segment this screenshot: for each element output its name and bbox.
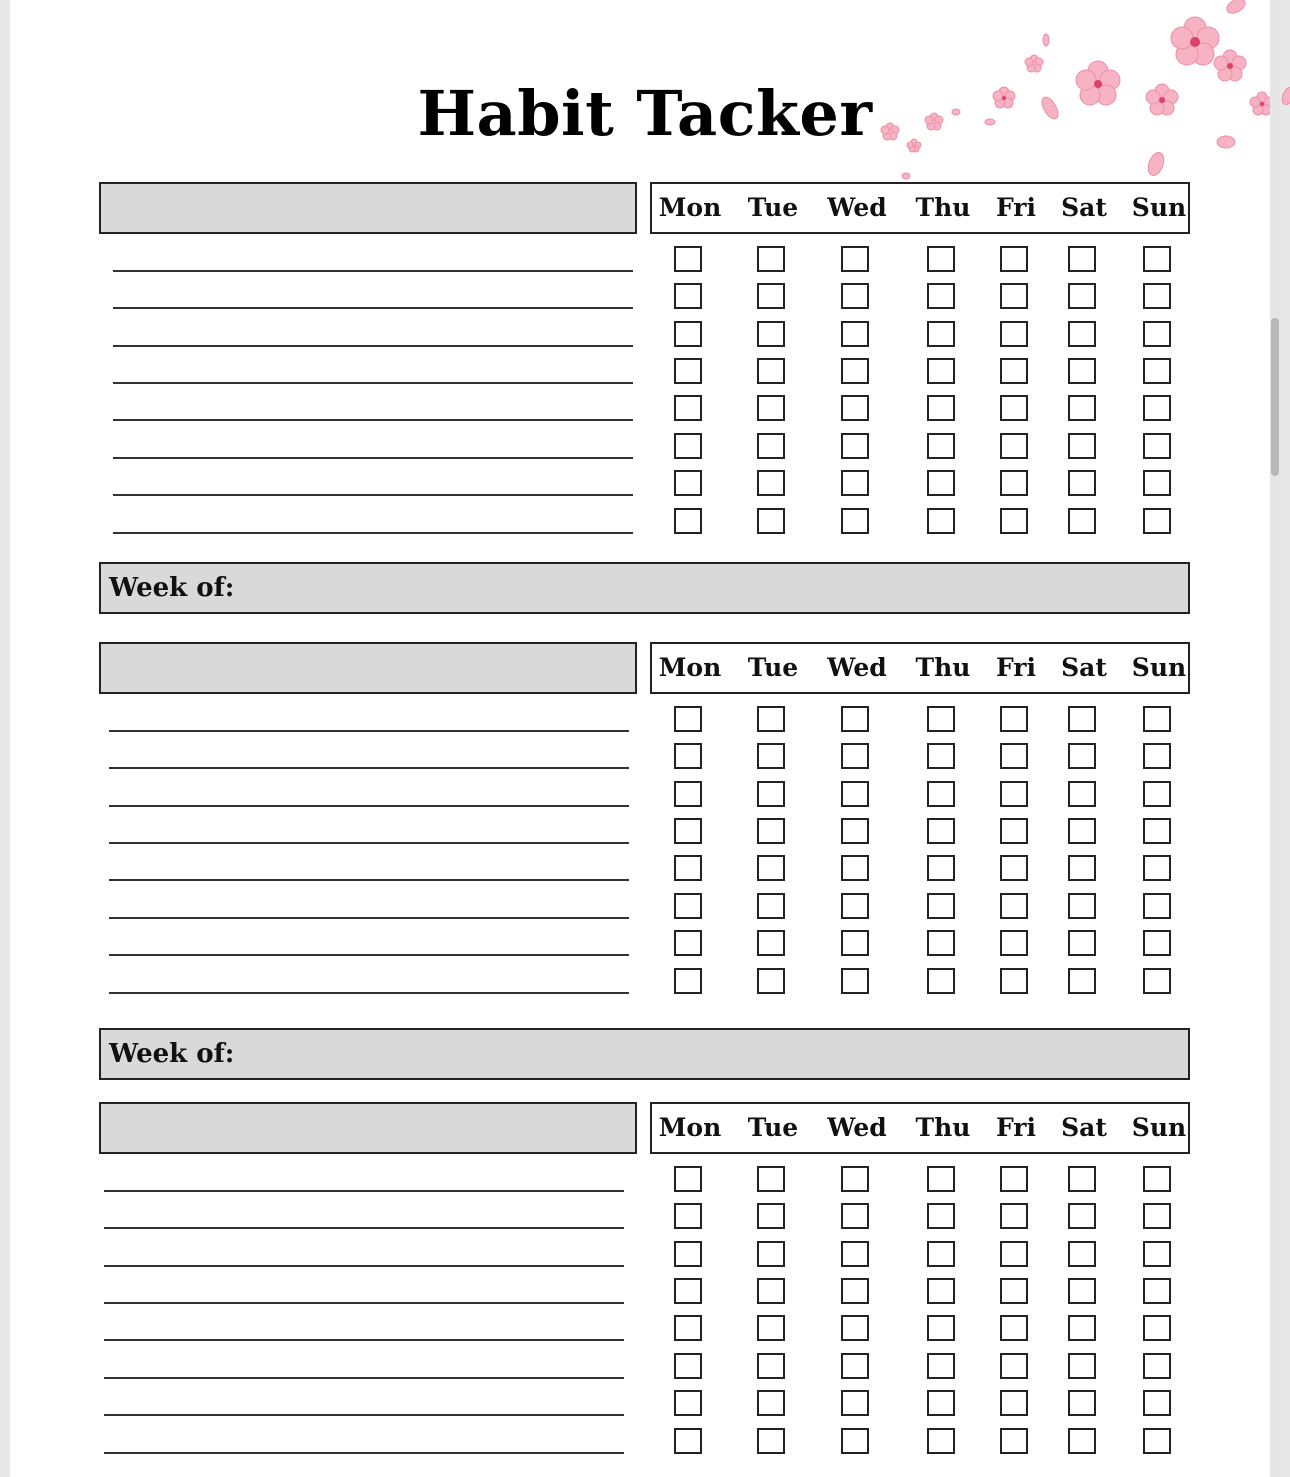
habit-checkbox-mon[interactable]: [674, 743, 702, 769]
habit-checkbox-sat[interactable]: [1068, 1241, 1096, 1267]
habit-checkbox-thu[interactable]: [927, 706, 955, 732]
habit-checkbox-thu[interactable]: [927, 470, 955, 496]
habit-checkbox-sat[interactable]: [1068, 1428, 1096, 1454]
habit-checkbox-fri[interactable]: [1000, 395, 1028, 421]
habit-checkbox-fri[interactable]: [1000, 855, 1028, 881]
day-label-sat: Sat: [1061, 653, 1107, 682]
habit-checkbox-fri[interactable]: [1000, 1315, 1028, 1341]
habit-header-box[interactable]: [99, 1102, 637, 1154]
habit-checkbox-sat[interactable]: [1068, 855, 1096, 881]
habit-checkbox-fri[interactable]: [1000, 246, 1028, 272]
habit-checkbox-mon[interactable]: [674, 781, 702, 807]
habit-checkbox-fri[interactable]: [1000, 1166, 1028, 1192]
habit-checkbox-tue[interactable]: [757, 470, 785, 496]
habit-checkbox-sun[interactable]: [1143, 1390, 1171, 1416]
habit-checkbox-fri[interactable]: [1000, 508, 1028, 534]
habit-line[interactable]: [104, 1227, 624, 1229]
habit-checkbox-mon[interactable]: [674, 470, 702, 496]
habit-checkbox-fri[interactable]: [1000, 358, 1028, 384]
habit-checkbox-sat[interactable]: [1068, 283, 1096, 309]
habit-checkbox-tue[interactable]: [757, 1353, 785, 1379]
habit-checkbox-fri[interactable]: [1000, 893, 1028, 919]
habit-line[interactable]: [104, 1414, 624, 1416]
habit-checkbox-mon[interactable]: [674, 930, 702, 956]
habit-checkbox-thu[interactable]: [927, 818, 955, 844]
habit-checkbox-mon[interactable]: [674, 321, 702, 347]
habit-checkbox-thu[interactable]: [927, 855, 955, 881]
habit-checkbox-fri[interactable]: [1000, 1278, 1028, 1304]
habit-checkbox-mon[interactable]: [674, 358, 702, 384]
habit-line[interactable]: [113, 382, 633, 384]
habit-checkbox-wed[interactable]: [841, 1278, 869, 1304]
habit-checkbox-tue[interactable]: [757, 968, 785, 994]
habit-checkbox-sun[interactable]: [1143, 1428, 1171, 1454]
habit-line[interactable]: [104, 1190, 624, 1192]
day-label-sun: Sun: [1131, 193, 1187, 222]
habit-checkbox-sun[interactable]: [1143, 246, 1171, 272]
habit-checkbox-wed[interactable]: [841, 781, 869, 807]
habit-checkbox-sat[interactable]: [1068, 395, 1096, 421]
habit-checkbox-sun[interactable]: [1143, 283, 1171, 309]
habit-checkbox-mon[interactable]: [674, 706, 702, 732]
habit-checkbox-mon[interactable]: [674, 433, 702, 459]
day-label-mon: Mon: [658, 653, 722, 682]
habit-checkbox-wed[interactable]: [841, 433, 869, 459]
habit-checkbox-fri[interactable]: [1000, 743, 1028, 769]
habit-checkbox-fri[interactable]: [1000, 470, 1028, 496]
day-label-sun: Sun: [1131, 653, 1187, 682]
habit-checkbox-fri[interactable]: [1000, 706, 1028, 732]
habit-checkbox-wed[interactable]: [841, 1353, 869, 1379]
habit-line[interactable]: [104, 1377, 624, 1379]
habit-line[interactable]: [109, 842, 629, 844]
habit-checkbox-fri[interactable]: [1000, 1353, 1028, 1379]
habit-line[interactable]: [104, 1302, 624, 1304]
habit-checkbox-fri[interactable]: [1000, 1390, 1028, 1416]
habit-checkbox-sun[interactable]: [1143, 470, 1171, 496]
habit-checkbox-mon[interactable]: [674, 283, 702, 309]
habit-line[interactable]: [113, 532, 633, 534]
habit-checkbox-sun[interactable]: [1143, 1278, 1171, 1304]
habit-line[interactable]: [113, 494, 633, 496]
habit-checkbox-wed[interactable]: [841, 470, 869, 496]
habit-checkbox-mon[interactable]: [674, 1353, 702, 1379]
habit-checkbox-tue[interactable]: [757, 1241, 785, 1267]
habit-checkbox-wed[interactable]: [841, 855, 869, 881]
habit-checkbox-sat[interactable]: [1068, 818, 1096, 844]
day-label-mon: Mon: [658, 193, 722, 222]
habit-checkbox-sat[interactable]: [1068, 781, 1096, 807]
day-label-tue: Tue: [747, 193, 799, 222]
habit-checkbox-sat[interactable]: [1068, 706, 1096, 732]
habit-header-box[interactable]: [99, 182, 637, 234]
habit-line[interactable]: [113, 419, 633, 421]
habit-checkbox-thu[interactable]: [927, 743, 955, 769]
habit-checkbox-tue[interactable]: [757, 321, 785, 347]
habit-line[interactable]: [104, 1339, 624, 1341]
habit-checkbox-sat[interactable]: [1068, 358, 1096, 384]
habit-checkbox-mon[interactable]: [674, 1203, 702, 1229]
habit-checkbox-tue[interactable]: [757, 1203, 785, 1229]
habit-line[interactable]: [104, 1265, 624, 1267]
habit-line[interactable]: [109, 767, 629, 769]
day-label-mon: Mon: [658, 1113, 722, 1142]
day-label-tue: Tue: [747, 653, 799, 682]
habit-checkbox-wed[interactable]: [841, 1166, 869, 1192]
habit-checkbox-tue[interactable]: [757, 706, 785, 732]
page-title: Habit Tacker: [417, 77, 873, 150]
habit-line[interactable]: [113, 457, 633, 459]
habit-checkbox-fri[interactable]: [1000, 781, 1028, 807]
habit-checkbox-wed[interactable]: [841, 358, 869, 384]
habit-line[interactable]: [109, 992, 629, 994]
habit-checkbox-thu[interactable]: [927, 930, 955, 956]
habit-checkbox-tue[interactable]: [757, 395, 785, 421]
habit-checkbox-wed[interactable]: [841, 321, 869, 347]
habit-checkbox-tue[interactable]: [757, 1315, 785, 1341]
habit-checkbox-mon[interactable]: [674, 1315, 702, 1341]
habit-checkbox-wed[interactable]: [841, 743, 869, 769]
day-label-sun: Sun: [1131, 1113, 1187, 1142]
week-of-label: Week of:: [109, 573, 235, 603]
habit-line[interactable]: [109, 730, 629, 732]
habit-checkbox-mon[interactable]: [674, 855, 702, 881]
habit-checkbox-sun[interactable]: [1143, 930, 1171, 956]
day-header-row: [650, 642, 1190, 694]
habit-checkbox-sun[interactable]: [1143, 855, 1171, 881]
habit-checkbox-sun[interactable]: [1143, 433, 1171, 459]
day-label-wed: Wed: [827, 193, 887, 222]
habit-checkbox-wed[interactable]: [841, 283, 869, 309]
habit-checkbox-sat[interactable]: [1068, 1390, 1096, 1416]
habit-checkbox-sun[interactable]: [1143, 706, 1171, 732]
habit-checkbox-tue[interactable]: [757, 855, 785, 881]
habit-checkbox-sat[interactable]: [1068, 433, 1096, 459]
habit-checkbox-fri[interactable]: [1000, 818, 1028, 844]
habit-line[interactable]: [109, 917, 629, 919]
day-label-thu: Thu: [915, 193, 971, 222]
habit-checkbox-fri[interactable]: [1000, 1203, 1028, 1229]
habit-checkbox-mon[interactable]: [674, 968, 702, 994]
habit-checkbox-sun[interactable]: [1143, 818, 1171, 844]
day-label-fri: Fri: [996, 1113, 1036, 1142]
habit-checkbox-sat[interactable]: [1068, 930, 1096, 956]
habit-checkbox-mon[interactable]: [674, 1428, 702, 1454]
day-label-fri: Fri: [996, 193, 1036, 222]
habit-checkbox-tue[interactable]: [757, 743, 785, 769]
habit-checkbox-sun[interactable]: [1143, 1166, 1171, 1192]
habit-checkbox-thu[interactable]: [927, 1278, 955, 1304]
habit-checkbox-thu[interactable]: [927, 246, 955, 272]
habit-checkbox-wed[interactable]: [841, 968, 869, 994]
habit-checkbox-thu[interactable]: [927, 1203, 955, 1229]
day-header-row: [650, 1102, 1190, 1154]
habit-checkbox-sun[interactable]: [1143, 781, 1171, 807]
habit-header-box[interactable]: [99, 642, 637, 694]
habit-checkbox-wed[interactable]: [841, 1390, 869, 1416]
habit-line[interactable]: [113, 345, 633, 347]
habit-checkbox-sun[interactable]: [1143, 1315, 1171, 1341]
habit-line[interactable]: [104, 1452, 624, 1454]
habit-checkbox-mon[interactable]: [674, 1166, 702, 1192]
habit-line[interactable]: [109, 805, 629, 807]
day-label-sat: Sat: [1061, 193, 1107, 222]
habit-checkbox-thu[interactable]: [927, 283, 955, 309]
habit-checkbox-wed[interactable]: [841, 1315, 869, 1341]
habit-checkbox-sun[interactable]: [1143, 508, 1171, 534]
habit-checkbox-sun[interactable]: [1143, 358, 1171, 384]
habit-checkbox-tue[interactable]: [757, 246, 785, 272]
habit-checkbox-tue[interactable]: [757, 818, 785, 844]
habit-checkbox-mon[interactable]: [674, 395, 702, 421]
habit-checkbox-tue[interactable]: [757, 1278, 785, 1304]
habit-checkbox-mon[interactable]: [674, 1241, 702, 1267]
habit-checkbox-sat[interactable]: [1068, 893, 1096, 919]
habit-checkbox-mon[interactable]: [674, 1278, 702, 1304]
habit-checkbox-mon[interactable]: [674, 1390, 702, 1416]
habit-checkbox-fri[interactable]: [1000, 1428, 1028, 1454]
habit-checkbox-sat[interactable]: [1068, 508, 1096, 534]
habit-checkbox-tue[interactable]: [757, 1390, 785, 1416]
habit-checkbox-mon[interactable]: [674, 508, 702, 534]
habit-checkbox-sun[interactable]: [1143, 1241, 1171, 1267]
habit-checkbox-sat[interactable]: [1068, 1278, 1096, 1304]
habit-checkbox-thu[interactable]: [927, 1315, 955, 1341]
habit-checkbox-wed[interactable]: [841, 706, 869, 732]
habit-checkbox-thu[interactable]: [927, 1428, 955, 1454]
habit-line[interactable]: [113, 307, 633, 309]
day-label-sat: Sat: [1061, 1113, 1107, 1142]
habit-checkbox-wed[interactable]: [841, 818, 869, 844]
habit-checkbox-thu[interactable]: [927, 433, 955, 459]
habit-checkbox-wed[interactable]: [841, 246, 869, 272]
week-of-label: Week of:: [109, 1039, 235, 1069]
habit-checkbox-tue[interactable]: [757, 893, 785, 919]
habit-checkbox-fri[interactable]: [1000, 930, 1028, 956]
habit-checkbox-wed[interactable]: [841, 1241, 869, 1267]
habit-checkbox-thu[interactable]: [927, 968, 955, 994]
habit-checkbox-sat[interactable]: [1068, 743, 1096, 769]
day-header-row: [650, 182, 1190, 234]
scrollbar-track[interactable]: [1270, 0, 1280, 1477]
habit-checkbox-wed[interactable]: [841, 893, 869, 919]
habit-checkbox-sun[interactable]: [1143, 321, 1171, 347]
habit-checkbox-tue[interactable]: [757, 1428, 785, 1454]
day-label-fri: Fri: [996, 653, 1036, 682]
habit-checkbox-wed[interactable]: [841, 1203, 869, 1229]
habit-checkbox-tue[interactable]: [757, 433, 785, 459]
week-of-bar[interactable]: [99, 1028, 1190, 1080]
day-label-thu: Thu: [915, 653, 971, 682]
habit-checkbox-thu[interactable]: [927, 1390, 955, 1416]
habit-checkbox-sat[interactable]: [1068, 321, 1096, 347]
habit-checkbox-thu[interactable]: [927, 508, 955, 534]
habit-checkbox-tue[interactable]: [757, 508, 785, 534]
habit-checkbox-thu[interactable]: [927, 321, 955, 347]
habit-checkbox-sat[interactable]: [1068, 1315, 1096, 1341]
habit-checkbox-fri[interactable]: [1000, 1241, 1028, 1267]
habit-checkbox-tue[interactable]: [757, 930, 785, 956]
habit-checkbox-thu[interactable]: [927, 893, 955, 919]
habit-checkbox-sun[interactable]: [1143, 395, 1171, 421]
habit-checkbox-sun[interactable]: [1143, 1203, 1171, 1229]
habit-checkbox-sat[interactable]: [1068, 246, 1096, 272]
day-label-thu: Thu: [915, 1113, 971, 1142]
habit-checkbox-thu[interactable]: [927, 395, 955, 421]
habit-checkbox-tue[interactable]: [757, 781, 785, 807]
habit-checkbox-sat[interactable]: [1068, 1166, 1096, 1192]
habit-checkbox-sat[interactable]: [1068, 1203, 1096, 1229]
habit-checkbox-fri[interactable]: [1000, 968, 1028, 994]
habit-checkbox-sat[interactable]: [1068, 1353, 1096, 1379]
habit-checkbox-thu[interactable]: [927, 781, 955, 807]
week-of-bar[interactable]: [99, 562, 1190, 614]
scrollbar-thumb[interactable]: [1271, 318, 1279, 476]
habit-line[interactable]: [109, 879, 629, 881]
habit-checkbox-fri[interactable]: [1000, 321, 1028, 347]
day-label-tue: Tue: [747, 1113, 799, 1142]
habit-checkbox-wed[interactable]: [841, 1428, 869, 1454]
day-label-wed: Wed: [827, 1113, 887, 1142]
habit-checkbox-sat[interactable]: [1068, 470, 1096, 496]
habit-checkbox-wed[interactable]: [841, 508, 869, 534]
habit-checkbox-thu[interactable]: [927, 1241, 955, 1267]
habit-checkbox-thu[interactable]: [927, 1166, 955, 1192]
habit-checkbox-fri[interactable]: [1000, 283, 1028, 309]
habit-checkbox-sun[interactable]: [1143, 1353, 1171, 1379]
habit-checkbox-thu[interactable]: [927, 1353, 955, 1379]
habit-checkbox-mon[interactable]: [674, 893, 702, 919]
habit-checkbox-sun[interactable]: [1143, 968, 1171, 994]
habit-checkbox-tue[interactable]: [757, 1166, 785, 1192]
habit-checkbox-sun[interactable]: [1143, 893, 1171, 919]
habit-checkbox-thu[interactable]: [927, 358, 955, 384]
habit-line[interactable]: [113, 270, 633, 272]
habit-line[interactable]: [109, 954, 629, 956]
habit-checkbox-mon[interactable]: [674, 818, 702, 844]
habit-checkbox-wed[interactable]: [841, 930, 869, 956]
habit-checkbox-wed[interactable]: [841, 395, 869, 421]
day-label-wed: Wed: [827, 653, 887, 682]
habit-checkbox-sun[interactable]: [1143, 743, 1171, 769]
habit-checkbox-sat[interactable]: [1068, 968, 1096, 994]
habit-checkbox-mon[interactable]: [674, 246, 702, 272]
habit-checkbox-tue[interactable]: [757, 358, 785, 384]
habit-checkbox-tue[interactable]: [757, 283, 785, 309]
habit-checkbox-fri[interactable]: [1000, 433, 1028, 459]
